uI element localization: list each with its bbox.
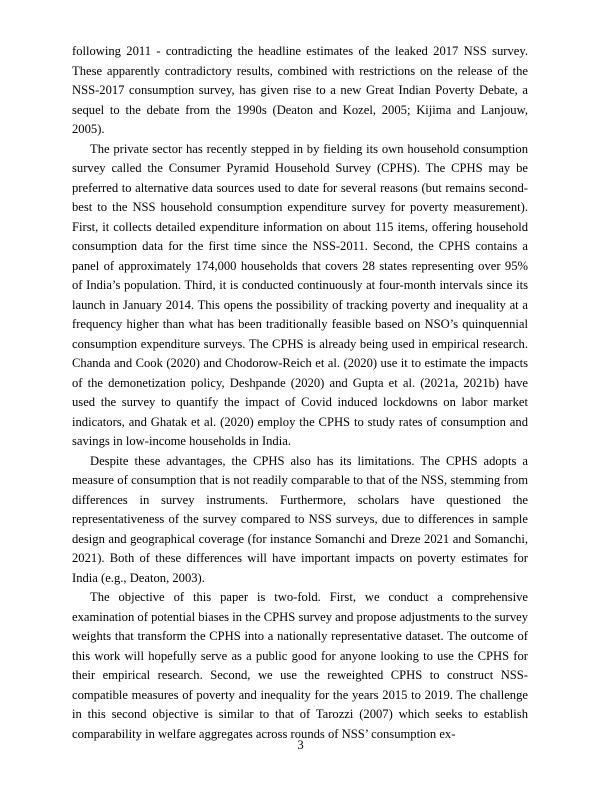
paragraph-continuation: following 2011 - contradicting the headline estimates of the leaked 2017 NSS survey. These apparently contradictory results, combined with restrictions on the release of the NSS-2017 consumption survey, has given rise to a new Great Indian Poverty Debate, a sequel to the debate from the 1990s (Deaton and Kozel, 2005; Kijima and Lanjouw, 2005). xyxy=(72,44,528,136)
page-number: 3 xyxy=(297,738,304,752)
body-text xyxy=(72,42,528,744)
paragraph-objective: The objective of this paper is two-fold. First, we conduct a comprehensive examination of potential biases in the CPHS survey and propose adjustments to the survey weights that transform the CPHS into a nationally representative dataset. The outcome of this work will hopefully serve as a public good for anyone looking to use the CPHS for their empirical research. Second, we use the reweighted CPHS to construct NSS-compatible measures of poverty and inequality for the years 2015 to 2019. The challenge in this second objective is similar to that of Tarozzi (2007) which seeks to establish comparability in welfare aggregates across rounds of NSS’ consumption ex- xyxy=(72,590,528,741)
paragraph-cphs-introduction: The private sector has recently stepped in by fielding its own household consumption survey called the Consumer Pyramid Household Survey (CPHS). The CPHS may be preferred to alternative data sources used to date for several reasons (but remains second-best to the NSS household consumption expenditure survey for poverty measurement). First, it collects detailed expenditure information on about 115 items, offering household consumption data for the first time since the NSS-2011. Second, the CPHS contains a panel of approximately 174,000 households that covers 28 states representing over 95% of India’s population. Third, it is conducted continuously at four-month intervals since its launch in January 2014. This opens the possibility of tracking poverty and inequality at a frequency higher than what has been traditionally feasible based on NSO’s quinquennial consumption expenditure surveys. The CPHS is already being used in empirical research. Chanda and Cook (2020) and Chodorow-Reich et al. (2020) use it to estimate the impacts of the demonetization policy, Deshpande (2020) and Gupta et al. (2021a, 2021b) have used the survey to quantify the impact of Covid induced lockdowns on labor market indicators, and Ghatak et al. (2020) employ the CPHS to study rates of consumption and savings in low-income households in India. xyxy=(72,141,528,448)
paragraph-cphs-limitations: Despite these advantages, the CPHS also has its limitations. The CPHS adopts a measure of consumption that is not readily comparable to that of the NSS, stemming from differences in survey instruments. Furthermore, scholars have questioned the representativeness of the survey compared to NSS surveys, due to differences in sample design and geographical coverage (for instance Somanchi and Dreze 2021 and Somanchi, 2021). Both of these differences will have important impacts on poverty estimates for India (e.g., Deaton, 2003). xyxy=(72,453,528,585)
